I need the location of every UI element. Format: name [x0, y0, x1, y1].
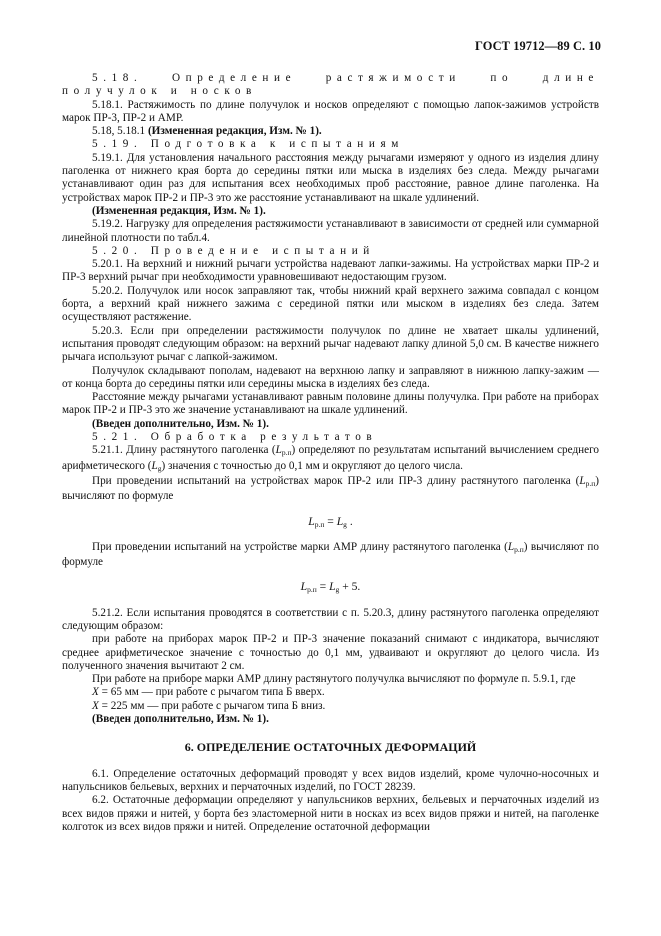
edit-note-1: (Измененная редакция, Изм. № 1). [92, 204, 266, 217]
paragraph-pr-devices: При проведении испытаний на устройствах марок ПР-2 или ПР-3 длину растянутого паголенка $(L_{р.п})$ вычисляют по формуле [62, 474, 599, 503]
clause-5-20-1: 5.20.1. На верхний и нижний рычаги устройства надевают лапки-зажимы. На устройствах марки ПР-2 и ПР-3 верхний рычаг при необходимости уравновешивают недостающим грузом. [62, 258, 599, 284]
x-value-down: X = 225 мм — при работе с рычагом типа Б вниз. [92, 699, 326, 712]
clause-6-2: 6.2. Остаточные деформации определяют у напульсников верхних, бельевых и перчаточных изделий из всех видов пряжи и нитей, у борта без эластомерной нити в носках из всех видов пряжи и нитей, на паголенке колготок из всех видов пряжи и нитей. Определение остаточной деформации [62, 794, 599, 833]
section-6-title: 6. ОПРЕДЕЛЕНИЕ ОСТАТОЧНЫХ ДЕФОРМАЦИЙ [184, 740, 477, 755]
x-value-up: X = 65 мм — при работе с рычагом типа Б вверх. [92, 686, 325, 699]
clause-6-1: 6.1. Определение остаточных деформаций проводят у всех видов изделий, кроме чулочно-носочных и напульсников бельевых, верхних и перчаточных изделий, по ГОСТ 28239. [62, 767, 599, 793]
document-body [62, 72, 599, 834]
clause-5-21-heading: 5.21. Обработка результатов [92, 431, 378, 444]
paragraph-distance: Расстояние между рычагами устанавливают равным половине длины получулка. При работе на приборах марок ПР-2 и ПР-3 это же значение устанавливают на шкале удлинений. [62, 391, 599, 417]
formula-pr: $L_{р.п} = L_g$ . [308, 514, 353, 529]
paragraph-indicator: при работе на приборах марок ПР-2 и ПР-3 значение показаний снимают с индикатора, вычисляют среднее арифметическое значение с точностью до 0,1 мм, удваивают и округляют до целого числа. Из полученного значения вычитают 2 см. [62, 633, 599, 672]
clause-5-21-1: 5.21.1. Длину растянутого паголенка $(L_{р.п})$ определяют по результатам испытаний вычислением среднего арифметического $(L_g)$ значения с точностью до 0,1 мм и округляют до целого числа. [62, 444, 599, 473]
clause-5-20-2: 5.20.2. Получулок или носок заправляют так, чтобы нижний край верхнего зажима совпадал с концом борта, а верхний край нижнего зажима с серединой пятки или мыском в изделиях без следа. Затем осуществляют растяжение. [62, 284, 599, 324]
added-note-2: (Введен дополнительно, Изм. № 1). [92, 713, 269, 726]
paragraph-fold: Получулок складывают пополам, надевают на верхнюю лапку и заправляют в нижнюю лапку-зажим — от конца борта до середины пятки или середины мыска в изделиях без следа. [62, 364, 599, 390]
clause-5-19-heading: 5.19. Подготовка к испытаниям [92, 138, 404, 151]
clause-5-18-heading: 5.18. Определение растяжимости по длине получулок и носков [62, 72, 599, 98]
clause-5-18-1: 5.18.1. Растяжимость по длине получулок и носков определяют с помощью лапок-зажимов устройств марок ПР-3, ПР-2 и АМР. [62, 98, 599, 124]
formula-amr: $L_{р.п} = L_g + 5$. [300, 580, 361, 595]
clause-5-19-2: 5.19.2. Нагрузку для определения растяжимости устанавливают в зависимости от средней или суммарной линейной плотности по табл.4. [62, 218, 599, 244]
clause-5-20-heading: 5.20. Проведение испытаний [92, 244, 375, 257]
clause-5-18-edit-note: 5.18, 5.18.1 (Измененная редакция, Изм. № 1). [92, 125, 322, 138]
page-header: ГОСТ 19712—89 С. 10 [475, 39, 601, 53]
clause-5-21-2: 5.21.2. Если испытания проводятся в соответствии с п. 5.20.3, длину растянутого паголенка определяют следующим образом: [62, 606, 599, 632]
clause-5-19-1: 5.19.1. Для установления начального расстояния между рычагами измеряют у одного из изделия длину паголенка от нижнего края борта до середины пятки или мыска в изделиях без следа. Между рычагами устанавливают один раз для испытания всех необходимых проб расстояние, равное длине паголенка. На устройствах марок ПР-2 и ПР-3 это же расстояние устанавливают на шкале удлинений. [62, 151, 599, 204]
paragraph-amr-formula-ref: При работе на приборе марки АМР длину растянутого получулка вычисляют по формуле п. 5.9.1, где [92, 673, 576, 686]
clause-5-20-3: 5.20.3. Если при определении растяжимости получулок по длине не хватает шкалы удлинений, испытания проводят следующим образом: на верхний рычаг надевают лапку длиной 5,0 см. В качестве нижнего рычага используют рычаг с лапкой-зажимом. [62, 324, 599, 364]
paragraph-amr-device: При проведении испытаний на устройстве марки АМР длину растянутого паголенка $(L_{р.п})$ вычисляют по формуле [62, 540, 600, 569]
added-note-1: (Введен дополнительно, Изм. № 1). [92, 417, 269, 430]
